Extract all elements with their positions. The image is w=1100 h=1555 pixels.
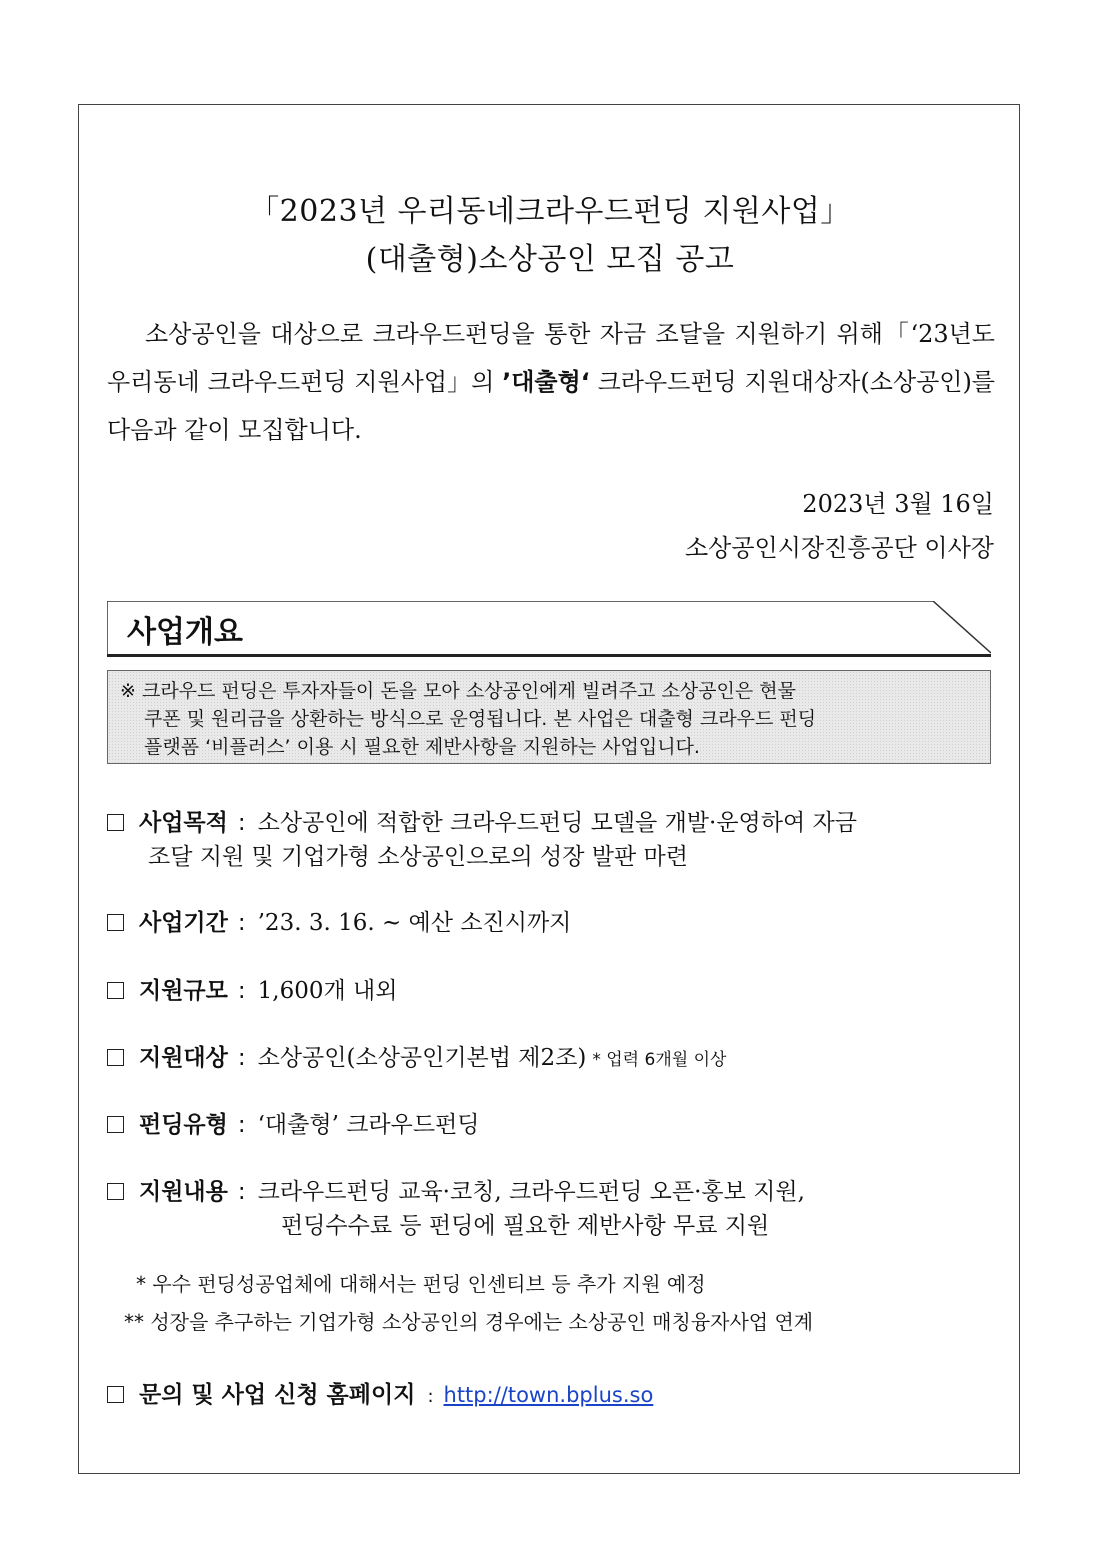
item-purpose-continued: 조달 지원 및 기업가형 소상공인으로의 성장 발판 마련 xyxy=(148,844,688,870)
note-line-3: 플랫폼 ‘비플러스’ 이용 시 필요한 제반사항을 지원하는 사업입니다. xyxy=(144,736,700,758)
colon: : xyxy=(237,1045,246,1071)
note-box xyxy=(107,670,991,764)
announcement-date: 2023년 3월 16일 xyxy=(802,490,994,518)
checkbox-icon xyxy=(107,1116,124,1133)
colon: : xyxy=(237,1179,246,1205)
colon: : xyxy=(237,810,246,836)
checkbox-icon xyxy=(107,814,124,831)
note-line-2: 쿠폰 및 원리금을 상환하는 방식으로 운영됩니다. 본 사업은 대출형 크라우드 펀딩 xyxy=(144,708,817,730)
footnote-2: ** 성장을 추구하는 기업가형 소상공인의 경우에는 소상공인 매칭융자사업 연계 xyxy=(124,1310,814,1334)
checkbox-icon xyxy=(107,1183,124,1200)
item-period xyxy=(107,904,997,937)
item-value: ‘대출형’ 크라우드펀딩 xyxy=(257,1112,480,1138)
item-value: 소상공인에 적합한 크라우드펀딩 모델을 개발·운영하여 자금 xyxy=(257,810,857,836)
item-label: 지원내용 xyxy=(139,1179,228,1205)
title-line-2: (대출형)소상공인 모집 공고 xyxy=(365,242,735,277)
homepage-link[interactable]: http://town.bplus.so xyxy=(443,1383,654,1407)
checkbox-icon xyxy=(107,1386,124,1403)
item-purpose xyxy=(107,804,997,837)
item-type xyxy=(107,1106,997,1139)
item-value: 1,600개 내외 xyxy=(257,978,398,1004)
section-header xyxy=(107,601,991,659)
checkbox-icon xyxy=(107,1049,124,1066)
checkbox-icon xyxy=(107,914,124,931)
intro-paragraph xyxy=(107,310,995,454)
colon: : xyxy=(237,978,246,1004)
item-label: 문의 및 사업 신청 홈페이지 xyxy=(139,1382,416,1408)
title-line-1: 「2023년 우리동네크라우드펀딩 지원사업」 xyxy=(249,194,851,229)
item-value: ’23. 3. 16. ~ 예산 소진시까지 xyxy=(257,910,572,936)
item-note: * 업력 6개월 이상 xyxy=(592,1050,727,1070)
note-line-1: ※ 크라우드 펀딩은 투자자들이 돈을 모아 소상공인에게 빌려주고 소상공인은 현물 xyxy=(120,680,796,702)
item-label: 사업기간 xyxy=(139,910,228,936)
colon: : xyxy=(237,1112,246,1138)
intro-text-1: 소상공인을 대상으로 크라우드펀딩을 통한 자금 조달을 지원하기 위해「‘23년도 우리동네 크라우드펀딩 지원사업」의 xyxy=(107,320,995,396)
item-value: 크라우드펀딩 교육·코칭, 크라우드펀딩 오픈·홍보 지원, xyxy=(257,1179,805,1205)
intro-bold: ’대출형‘ xyxy=(502,368,590,396)
colon: : xyxy=(427,1386,434,1407)
item-label: 펀딩유형 xyxy=(139,1112,228,1138)
item-content xyxy=(107,1173,997,1206)
footnote-1: * 우수 펀딩성공업체에 대해서는 펀딩 인센티브 등 추가 지원 예정 xyxy=(136,1272,706,1296)
item-content-continued: 펀딩수수료 등 펀딩에 필요한 제반사항 무료 지원 xyxy=(281,1213,770,1239)
item-scale xyxy=(107,972,997,1005)
colon: : xyxy=(237,910,246,936)
section-title: 사업개요 xyxy=(127,615,243,650)
checkbox-icon xyxy=(107,982,124,999)
issuer: 소상공인시장진흥공단 이사장 xyxy=(684,534,994,562)
item-target xyxy=(107,1039,997,1072)
item-label: 지원규모 xyxy=(139,978,228,1004)
item-label: 사업목적 xyxy=(139,810,228,836)
intro-text-2: 크라우드펀딩 지원대상자(소상공인)를 다음과 같이 모집합니다. xyxy=(107,368,995,444)
item-value: 소상공인(소상공인기본법 제2조) xyxy=(257,1045,587,1071)
item-label: 지원대상 xyxy=(139,1045,228,1071)
item-contact xyxy=(107,1376,997,1409)
